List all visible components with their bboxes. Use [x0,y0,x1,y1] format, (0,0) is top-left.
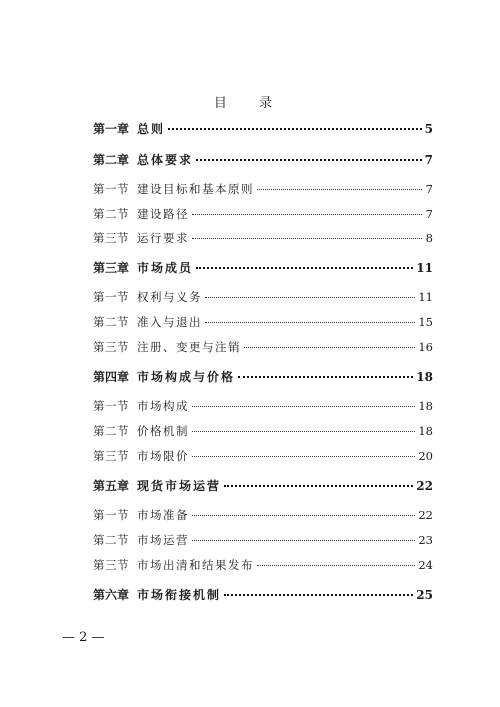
dot-leader [257,565,415,566]
entry-page: 25 [416,588,433,602]
toc-entry-section[interactable] [93,533,433,547]
toc-entry-chapter[interactable] [93,153,433,167]
entry-title: 市场运营 [137,533,189,547]
table-of-contents [93,0,433,707]
entry-number: 第三节 [93,340,129,354]
toc-entry-section[interactable] [93,508,433,522]
entry-number: 第一节 [93,182,129,196]
dot-leader [224,485,413,487]
entry-number: 第六章 [93,588,130,602]
entry-title: 权利与义务 [137,290,202,304]
entry-page: 18 [418,424,433,438]
page-footer-number: — 2 — [62,630,105,645]
entry-number: 第一节 [93,399,129,413]
entry-page: 11 [418,290,433,304]
entry-title: 市场成员 [137,261,194,275]
entry-page: 7 [425,207,433,221]
entry-page: 7 [424,153,433,167]
dot-leader [192,406,415,407]
entry-title: 市场构成 [137,399,189,413]
entry-title: 运行要求 [137,231,189,245]
entry-page: 11 [416,261,433,275]
toc-entry-section[interactable] [93,290,433,304]
toc-entry-section[interactable] [93,449,433,463]
entry-page: 22 [418,508,433,522]
entry-page: 22 [416,479,433,493]
toc-entry-section[interactable] [93,315,433,329]
dot-leader [192,238,422,239]
entry-number: 第三节 [93,231,129,245]
entry-title: 总则 [137,122,166,136]
entry-title: 注册、变更与注销 [137,340,241,354]
entry-number: 第二节 [93,207,129,221]
toc-entry-chapter[interactable] [93,588,433,602]
dot-leader [168,128,422,130]
entry-page: 5 [424,122,433,136]
entry-number: 第一节 [93,290,129,304]
dot-leader [196,159,422,161]
entry-number: 第二节 [93,424,129,438]
entry-title: 市场准备 [137,508,189,522]
entry-page: 24 [418,558,433,572]
entry-title: 市场出清和结果发布 [137,558,254,572]
entry-number: 第五章 [93,479,130,493]
dot-leader [192,456,415,457]
entry-number: 第二节 [93,533,129,547]
toc-entry-chapter[interactable] [93,122,433,136]
toc-entry-section[interactable] [93,399,433,413]
entry-page: 18 [416,370,433,384]
entry-number: 第二章 [93,153,130,167]
dot-leader [257,189,422,190]
toc-entry-chapter[interactable] [93,261,433,275]
entry-number: 第三章 [93,261,130,275]
toc-entry-section[interactable] [93,558,433,572]
toc-entry-section[interactable] [93,424,433,438]
entry-number: 第三节 [93,558,129,572]
dot-leader [192,515,415,516]
entry-page: 20 [418,449,433,463]
dot-leader [192,431,415,432]
entry-page: 15 [418,315,433,329]
entry-title: 准入与退出 [137,315,202,329]
entry-number: 第一节 [93,508,129,522]
entry-number: 第三节 [93,449,129,463]
entry-number: 第四章 [93,370,130,384]
toc-entry-section[interactable] [93,231,433,245]
dot-leader [224,594,413,596]
entry-page: 16 [418,340,433,354]
entry-page: 7 [425,182,433,196]
toc-entry-chapter[interactable] [93,370,433,384]
toc-heading: 目 录 [213,96,287,111]
entry-title: 市场衔接机制 [137,588,222,602]
entry-number: 第二节 [93,315,129,329]
toc-entry-section[interactable] [93,182,433,196]
dot-leader [196,267,413,269]
entry-title: 建设目标和基本原则 [137,182,254,196]
dot-leader [192,214,422,215]
dot-leader [238,376,413,378]
toc-entry-section[interactable] [93,207,433,221]
dot-leader [205,297,415,298]
entry-title: 现货市场运营 [137,479,222,493]
entry-title: 建设路径 [137,207,189,221]
entry-title: 市场构成与价格 [137,370,236,384]
entry-page: 8 [425,231,433,245]
dot-leader [244,347,415,348]
entry-title: 市场限价 [137,449,189,463]
entry-page: 23 [418,533,433,547]
entry-title: 价格机制 [137,424,189,438]
dot-leader [205,322,415,323]
toc-entry-chapter[interactable] [93,479,433,493]
entry-title: 总体要求 [137,153,194,167]
dot-leader [192,540,415,541]
entry-number: 第一章 [93,122,130,136]
toc-entry-section[interactable] [93,340,433,354]
entry-page: 18 [418,399,433,413]
